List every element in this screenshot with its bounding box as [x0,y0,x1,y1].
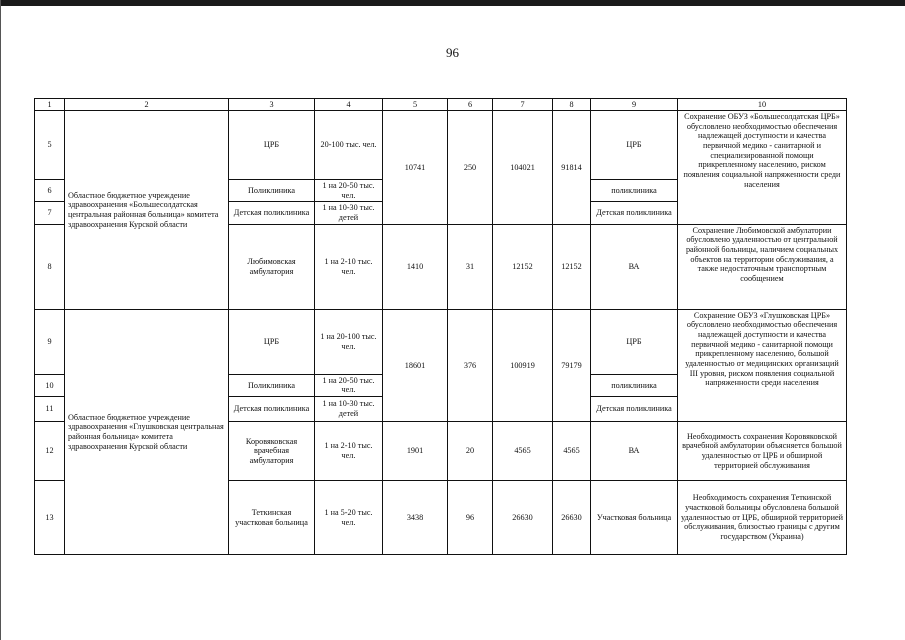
value-cell: 12152 [493,224,553,309]
value-cell: 376 [448,309,493,421]
value-cell: 100919 [493,309,553,421]
facility-type: поликлиника [591,180,678,202]
unit-name: ЦРБ [229,309,315,374]
value-cell: 31 [448,224,493,309]
page-number: 96 [446,45,459,60]
value-cell: 91814 [553,111,591,225]
facility-type: Детская поликлиника [591,397,678,422]
reason-cell: Необходимость сохранения Коровяковской врачебной амбулатории объясняется большой удаленностью от ЦРБ и обширной территорией обслуживания [678,422,847,481]
unit-name: Детская поликлиника [229,202,315,224]
value-cell: 96 [448,481,493,555]
facility-type: поликлиника [591,374,678,396]
header-cell: 3 [229,99,315,111]
table-row [35,111,847,180]
scan-border-top [0,0,905,6]
unit-name: Детская поликлиника [229,397,315,422]
row-number: 7 [35,202,65,224]
reason-cell: Сохранение ОБУЗ «Большесолдатская ЦРБ» обусловлено необходимостью обеспечения надлежащей доступности и качества первичной медико - санитарной и специализированной помощи прикрепленному населению, риском появления социальной напряженности среди населения [678,111,847,225]
header-cell: 2 [65,99,229,111]
value-cell: 12152 [553,224,591,309]
value-cell: 3438 [383,481,448,555]
value-cell: 250 [448,111,493,225]
row-number: 12 [35,422,65,481]
facility-type: ВА [591,224,678,309]
header-row [35,99,847,111]
row-number: 5 [35,111,65,180]
scan-border-left [0,0,1,640]
unit-name: Поликлиника [229,374,315,396]
reason-cell: Сохранение Любимовской амбулатории обусловлено удаленностью от центральной районной больницы, наличием социальных объектов на территории обслуживания, а также недостаточным транспортным сообщением [678,224,847,309]
unit-name: Любимовская амбулатория [229,224,315,309]
value-cell: 4565 [493,422,553,481]
reason-cell: Сохранение ОБУЗ «Глушковская ЦРБ» обусловлено необходимостью обеспечения надлежащей доступности и качества первичной медико - санитарной помощи прикрепленному населению, большой удаленностью от медицинских организаций III уровня, риском появления социальной напряженности среди населения [678,309,847,421]
norm-cell: 20-100 тыс. чел. [315,111,383,180]
norm-cell: 1 на 20-100 тыс. чел. [315,309,383,374]
value-cell: 4565 [553,422,591,481]
reason-cell: Необходимость сохранения Теткинской участковой больницы обусловлена большой удаленностью от ЦРБ, обширной территорией обслуживания, близостью границы с другим государством (Украина) [678,481,847,555]
header-cell: 6 [448,99,493,111]
norm-cell: 1 на 5-20 тыс. чел. [315,481,383,555]
value-cell: 10741 [383,111,448,225]
unit-name: Поликлиника [229,180,315,202]
row-number: 10 [35,374,65,396]
row-number: 13 [35,481,65,555]
header-cell: 5 [383,99,448,111]
value-cell: 26630 [493,481,553,555]
facility-type: Участковая больница [591,481,678,555]
institution-name: Областное бюджетное учреждение здравоохранения «Большесолдатская центральная районная больница» комитета здравоохранения Курской области [65,111,229,310]
institution-name: Областное бюджетное учреждение здравоохранения «Глушковская центральная районная больница» комитета здравоохранения Курской области [65,309,229,554]
header-cell: 4 [315,99,383,111]
header-cell: 10 [678,99,847,111]
norm-cell: 1 на 2-10 тыс. чел. [315,422,383,481]
table-row [35,309,847,374]
norm-cell: 1 на 10-30 тыс. детей [315,202,383,224]
unit-name: ЦРБ [229,111,315,180]
row-number: 8 [35,224,65,309]
facility-type: ЦРБ [591,309,678,374]
value-cell: 104021 [493,111,553,225]
header-cell: 7 [493,99,553,111]
value-cell: 20 [448,422,493,481]
value-cell: 1410 [383,224,448,309]
norm-cell: 1 на 10-30 тыс. детей [315,397,383,422]
facility-type: Детская поликлиника [591,202,678,224]
value-cell: 79179 [553,309,591,421]
norm-cell: 1 на 2-10 тыс. чел. [315,224,383,309]
value-cell: 18601 [383,309,448,421]
norm-cell: 1 на 20-50 тыс. чел. [315,374,383,396]
unit-name: Теткинская участковая больница [229,481,315,555]
header-cell: 8 [553,99,591,111]
row-number: 6 [35,180,65,202]
health-facilities-table [34,98,847,555]
header-cell: 1 [35,99,65,111]
norm-cell: 1 на 20-50 тыс. чел. [315,180,383,202]
unit-name: Коровяковская врачебная амбулатория [229,422,315,481]
row-number: 9 [35,309,65,374]
facility-type: ЦРБ [591,111,678,180]
value-cell: 1901 [383,422,448,481]
value-cell: 26630 [553,481,591,555]
header-cell: 9 [591,99,678,111]
facility-type: ВА [591,422,678,481]
row-number: 11 [35,397,65,422]
